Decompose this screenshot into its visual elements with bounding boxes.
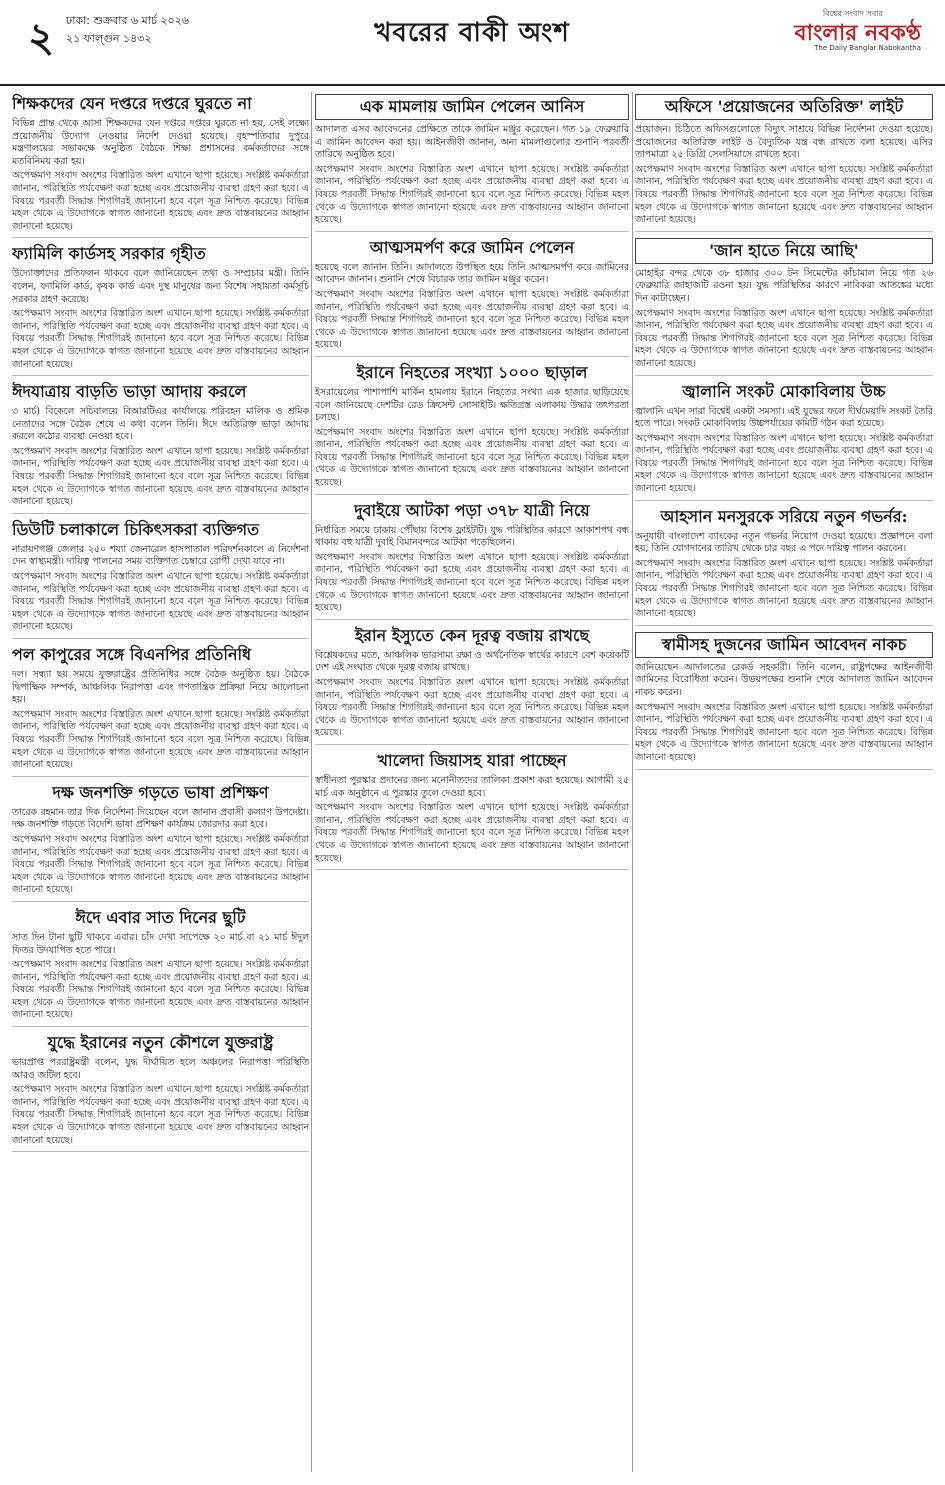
article-continuation: অপেক্ষমাণ সংবাদ অংশের বিস্তারিত অংশ এখানে ছাপা হয়েছে। সংশ্লিষ্ট কর্মকর্তারা জানান, পরিস্থিতি পর্যবেক্ষণ করা হচ্ছে এবং প্রয়োজনীয় ব্যবস্থা গ্রহণ করা হবে। এ বিষয়ে পরবর্তী সিদ্ধান্ত শিগগিরই জানানো হবে বলে সূত্র নিশ্চিত করেছে। বিভিন্ন মহল থেকে এ উদ্যোগকে স্বাগত জানানো হয়েছে এবং দ্রুত বাস্তবায়নের আহ্বান জানানো হয়েছে। (635, 701, 933, 763)
article-separator (635, 375, 933, 376)
article-headline[interactable]: ডিউটি চলাকালে চিকিৎসকরা ব্যক্তিগত (12, 519, 260, 539)
column-3 (635, 92, 933, 1477)
article-continuation: অপেক্ষমাণ সংবাদ অংশের বিস্তারিত অংশ এখানে ছাপা হয়েছে। সংশ্লিষ্ট কর্মকর্তারা জানান, পরিস্থিতি পর্যবেক্ষণ করা হচ্ছে এবং প্রয়োজনীয় ব্যবস্থা গ্রহণ করা হবে। এ বিষয়ে পরবর্তী সিদ্ধান্ত শিগগিরই জানানো হবে বলে সূত্র নিশ্চিত করেছে। বিভিন্ন মহল থেকে এ উদ্যোগকে স্বাগত জানানো হয়েছে এবং দ্রুত বাস্তবায়নের আহ্বান জানানো হয়েছে। (635, 307, 933, 369)
article (635, 632, 933, 770)
article (12, 645, 309, 777)
article-separator (315, 231, 629, 232)
article-separator (315, 356, 629, 357)
article-body: বিভিন্ন প্রান্ত থেকে আসা শিক্ষকদের যেন দপ্তরে দপ্তরে ঘুরতে না হয়, সেই লক্ষ্যে প্রয়োজনীয় উদ্যোগ নেওয়ার নির্দেশ দেওয়া হয়েছে। বৃহস্পতিবার দুপুরে মন্ত্রণালয়ের সভাকক্ষে অনুষ্ঠিত বৈঠকে শিক্ষা প্রশাসনের কর্মকর্তাদের সঙ্গে মতবিনিময় করা হয়। (12, 118, 309, 167)
article-separator (12, 1151, 309, 1152)
article-headline[interactable]: 'জান হাতে নিয়ে আছি' (635, 238, 933, 264)
article-continuation: অপেক্ষমাণ সংবাদ অংশের বিস্তারিত অংশ এখানে ছাপা হয়েছে। সংশ্লিষ্ট কর্মকর্তারা জানান, পরিস্থিতি পর্যবেক্ষণ করা হচ্ছে এবং প্রয়োজনীয় ব্যবস্থা গ্রহণ করা হবে। এ বিষয়ে পরবর্তী সিদ্ধান্ত শিগগিরই জানানো হবে বলে সূত্র নিশ্চিত করেছে। বিভিন্ন মহল থেকে এ উদ্যোগকে স্বাগত জানানো হয়েছে এবং দ্রুত বাস্তবায়নের আহ্বান জানানো হয়েছে। (635, 432, 933, 495)
article (635, 238, 933, 376)
column-rule-2 (632, 92, 633, 1472)
article-body: ভারপ্রাপ্ত পররাষ্ট্রমন্ত্রী বলেন, যুদ্ধ দীর্ঘায়িত হলে অঞ্চলের নিরাপত্তা পরিস্থিতি আরও জটিল হবে। (12, 1057, 309, 1081)
article (635, 94, 933, 232)
article-separator (315, 619, 629, 620)
article-continuation: অপেক্ষমাণ সংবাদ অংশের বিস্তারিত অংশ এখানে ছাপা হয়েছে। সংশ্লিষ্ট কর্মকর্তারা জানান, পরিস্থিতি পর্যবেক্ষণ করা হচ্ছে এবং প্রয়োজনীয় ব্যবস্থা গ্রহণ করা হবে। এ বিষয়ে পরবর্তী সিদ্ধান্ত শিগগিরই জানানো হবে বলে সূত্র নিশ্চিত করেছে। বিভিন্ন মহল থেকে এ উদ্যোগকে স্বাগত জানানো হয়েছে এবং দ্রুত বাস্তবায়নের আহ্বান জানানো হয়েছে। (315, 677, 629, 739)
article-separator (315, 744, 629, 745)
article-continuation: অপেক্ষমাণ সংবাদ অংশের বিস্তারিত অংশ এখানে ছাপা হয়েছে। সংশ্লিষ্ট কর্মকর্তারা জানান, পরিস্থিতি পর্যবেক্ষণ করা হচ্ছে এবং প্রয়োজনীয় ব্যবস্থা গ্রহণ করা হবে। এ বিষয়ে পরবর্তী সিদ্ধান্ত শিগগিরই জানানো হবে বলে সূত্র নিশ্চিত করেছে। বিভিন্ন মহল থেকে এ উদ্যোগকে স্বাগত জানানো হয়েছে এবং দ্রুত বাস্তবায়নের আহ্বান জানানো হয়েছে। (635, 557, 933, 620)
column-2 (315, 92, 629, 1477)
article-body: আদালত এসব আবেদনের প্রেক্ষিতে তাকে জামিন মঞ্জুর করেছেন। গত ১৯ ফেব্রুয়ারি এ জামিন আবেদন করা হয়। আইনজীবী জানান, অন্য মামলাগুলোর শুনানি পরবর্তী তারিখে অনুষ্ঠিত হবে। (315, 124, 629, 161)
article-separator (12, 513, 309, 514)
logo-tagline: বিশ্বের সংবাদ সবার (822, 9, 883, 18)
article-headline[interactable]: স্বামীসহ দুজনের জামিন আবেদন নাকচ (635, 632, 933, 658)
article-continuation: অপেক্ষমাণ সংবাদ অংশের বিস্তারিত অংশ এখানে ছাপা হয়েছে। সংশ্লিষ্ট কর্মকর্তারা জানান, পরিস্থিতি পর্যবেক্ষণ করা হচ্ছে এবং প্রয়োজনীয় ব্যবস্থা গ্রহণ করা হবে। এ বিষয়ে পরবর্তী সিদ্ধান্ত শিগগিরই জানানো হবে বলে সূত্র নিশ্চিত করেছে। বিভিন্ন মহল থেকে এ উদ্যোগকে স্বাগত জানানো হয়েছে এবং দ্রুত বাস্তবায়নের আহ্বান জানানো হয়েছে। (12, 833, 309, 896)
article-body: ইসরায়েলের পাশাপাশি মার্কিন হামলায় ইরানে নিহতের সংখ্যা এক হাজার ছাড়িয়েছে বলে জানিয়েছে দেশটির রেড ক্রিসেন্ট সোসাইটি। ক্ষতিগ্রস্ত এলাকায় উদ্ধার তৎপরতা চলছে। (315, 386, 629, 424)
article-separator (315, 494, 629, 495)
article-body: বিশ্লেষকদের মতে, আঞ্চলিক ভারসাম্য রক্ষা ও অর্থনৈতিক স্বার্থের কারণে বেশ কয়েকটি দেশ এই সংঘাত থেকে দূরত্ব বজায় রাখছে। (315, 649, 629, 674)
article-body: সাত দিন টানা ছুটি থাকবে এবার। চাঁদ দেখা সাপেক্ষে ২০ মার্চ বা ২১ মার্চ ঈদুল ফিতর উদযাপিত হতে পারে। (12, 931, 309, 956)
article-continuation: অপেক্ষমাণ সংবাদ অংশের বিস্তারিত অংশ এখানে ছাপা হয়েছে। সংশ্লিষ্ট কর্মকর্তারা জানান, পরিস্থিতি পর্যবেক্ষণ করা হচ্ছে এবং প্রয়োজনীয় ব্যবস্থা গ্রহণ করা হবে। এ বিষয়ে পরবর্তী সিদ্ধান্ত শিগগিরই জানানো হবে বলে সূত্র নিশ্চিত করেছে। বিভিন্ন মহল থেকে এ উদ্যোগকে স্বাগত জানানো হয়েছে এবং দ্রুত বাস্তবায়নের আহ্বান জানানো হয়েছে। (315, 426, 629, 489)
article-body: জ্বালানি এখন সারা বিশ্বেই একটা সমস্যা। এই যুদ্ধের ফলে দীর্ঘমেয়াদি সংকট তৈরি হতে পারে। সংকট মোকাবিলায় উচ্চপর্যায়ের কমিটি গঠন করা হয়েছে। (635, 405, 933, 430)
article-separator (12, 375, 309, 376)
article-headline[interactable]: দুবাইয়ে আটকা পড়া ৩৭৮ যাত্রী নিয়ে (354, 500, 590, 520)
article-body: তারেক রহমান তার দিক নির্দেশনা দিয়েছেন বলে জানান প্রবাসী কল্যাণ উপদেষ্টা। দক্ষ জনশক্তি গড়তে বিদেশি ভাষা প্রশিক্ষণ কার্যক্রম জোরদার করা হবে। (12, 806, 309, 831)
article-separator (635, 500, 933, 501)
article (12, 94, 309, 238)
article-separator (635, 769, 933, 770)
article (12, 244, 309, 376)
article-separator (315, 869, 629, 870)
article-body: হয়েছে বলে জানান তিনি। আদালতে উপস্থিত হয়ে তিনি আত্মসমর্পণ করে জামিনের আবেদন জানান। শুনানি শেষে বিচারক তার জামিন মঞ্জুর করেন। (315, 261, 629, 286)
article-headline[interactable]: যুদ্ধে ইরানের নতুন কৌশলে যুক্তরাষ্ট্র (47, 1033, 274, 1053)
article-body: দল। সন্ধ্যা ছয় সময়ে যুক্তরাষ্ট্রের প্রতিনিধির সঙ্গে বৈঠক অনুষ্ঠিত হয়। বৈঠকে দ্বিপাক্ষিক সম্পর্ক, আঞ্চলিক নিরাপত্তা এবং গণতান্ত্রিক প্রক্রিয়া নিয়ে আলোচনা হয়। (12, 669, 309, 706)
article-continuation: অপেক্ষমাণ সংবাদ অংশের বিস্তারিত অংশ এখানে ছাপা হয়েছে। সংশ্লিষ্ট কর্মকর্তারা জানান, পরিস্থিতি পর্যবেক্ষণ করা হচ্ছে এবং প্রয়োজনীয় ব্যবস্থা গ্রহণ করা হবে। এ বিষয়ে পরবর্তী সিদ্ধান্ত শিগগিরই জানানো হবে বলে সূত্র নিশ্চিত করেছে। বিভিন্ন মহল থেকে এ উদ্যোগকে স্বাগত জানানো হয়েছে এবং দ্রুত বাস্তবায়নের আহ্বান জানানো হয়েছে। (12, 308, 309, 370)
article (12, 382, 309, 514)
article-headline[interactable]: আত্মসমর্পণ করে জামিন পেলেন (369, 237, 575, 257)
article (315, 751, 629, 870)
column-rule-1 (311, 92, 312, 1472)
article-separator (12, 901, 309, 902)
masthead (0, 0, 945, 86)
article (12, 520, 309, 639)
article (315, 94, 629, 232)
article-body: প্রয়োজন। চিঠিতে অফিসগুলোতে বিদ্যুৎ সাশ্রয়ে বিভিন্ন নির্দেশনা দেওয়া হয়েছে। প্রয়োজনের অতিরিক্ত লাইট ও বৈদ্যুতিক যন্ত্র বন্ধ রাখতে বলা হয়েছে। এসির তাপমাত্রা ২৫ ডিগ্রি সেলসিয়াসে রাখতে হবে। (635, 124, 933, 161)
article-body: জানিয়েছেন আদালতের রেকর্ড সহকারী। তিনি বলেন, রাষ্ট্রপক্ষের আইনজীবী জামিনের বিরোধিতা করেন। উভয়পক্ষের শুনানি শেষে আদালত জামিন আবেদন নাকচ করেন। (635, 661, 933, 698)
article (315, 363, 629, 495)
article-separator (635, 625, 933, 626)
article (635, 507, 933, 626)
article-continuation: অপেক্ষমাণ সংবাদ অংশের বিস্তারিত অংশ এখানে ছাপা হয়েছে। সংশ্লিষ্ট কর্মকর্তারা জানান, পরিস্থিতি পর্যবেক্ষণ করা হচ্ছে এবং প্রয়োজনীয় ব্যবস্থা গ্রহণ করা হবে। এ বিষয়ে পরবর্তী সিদ্ধান্ত শিগগিরই জানানো হবে বলে সূত্র নিশ্চিত করেছে। বিভিন্ন মহল থেকে এ উদ্যোগকে স্বাগত জানানো হয়েছে এবং দ্রুত বাস্তবায়নের আহ্বান জানানো হয়েছে। (315, 802, 629, 864)
article (12, 783, 309, 902)
article (315, 501, 629, 620)
article-headline[interactable]: খালেদা জিয়াসহ যারা পাচ্ছেন (377, 750, 567, 770)
article-continuation: অপেক্ষমাণ সংবাদ অংশের বিস্তারিত অংশ এখানে ছাপা হয়েছে। সংশ্লিষ্ট কর্মকর্তারা জানান, পরিস্থিতি পর্যবেক্ষণ করা হচ্ছে এবং প্রয়োজনীয় ব্যবস্থা গ্রহণ করা হবে। এ বিষয়ে পরবর্তী সিদ্ধান্ত শিগগিরই জানানো হবে বলে সূত্র নিশ্চিত করেছে। বিভিন্ন মহল থেকে এ উদ্যোগকে স্বাগত জানানো হয়েছে এবং দ্রুত বাস্তবায়নের আহ্বান জানানো হয়েছে। (12, 708, 309, 771)
article-separator (12, 776, 309, 777)
article-separator (12, 638, 309, 639)
article-body: নির্ধারিত সময়ে ঢাকায় পৌঁছায় বিশেষ ফ্লাইটটি। যুদ্ধ পরিস্থিতির কারণে আকাশপথ বন্ধ থাকায় বহু যাত্রী দুবাই বিমানবন্দরে আটকা পড়েছিলেন। (315, 524, 629, 549)
article-headline[interactable]: ইরান ইস্যুতে কেন দূরত্ব বজায় রাখছে (354, 625, 590, 645)
article-continuation: অপেক্ষমাণ সংবাদ অংশের বিস্তারিত অংশ এখানে ছাপা হয়েছে। সংশ্লিষ্ট কর্মকর্তারা জানান, পরিস্থিতি পর্যবেক্ষণ করা হচ্ছে এবং প্রয়োজনীয় ব্যবস্থা গ্রহণ করা হবে। এ বিষয়ে পরবর্তী সিদ্ধান্ত শিগগিরই জানানো হবে বলে সূত্র নিশ্চিত করেছে। বিভিন্ন মহল থেকে এ উদ্যোগকে স্বাগত জানানো হয়েছে এবং দ্রুত বাস্তবায়নের আহ্বান জানানো হয়েছে। (12, 1084, 309, 1146)
article (12, 908, 309, 1027)
article-body: উদ্যোক্তাদের প্রতিফলন থাকবে বলে জানিয়েছেন তথ্য ও সম্প্রচার মন্ত্রী। তিনি বলেন, ফ্যামিলি কার্ড, কৃষক কার্ড এবং দুস্থ মানুষের জন্য বিশেষ সহায়তা কর্মসূচি সরকার গ্রহণ করেছে। (12, 268, 309, 305)
date-line: ঢাকা: শুক্রবার ৬ মার্চ ২০২৬ (66, 14, 190, 27)
article (12, 1033, 309, 1152)
article (315, 626, 629, 745)
article-headline[interactable]: শিক্ষকদের যেন দপ্তরে দপ্তরে ঘুরতে না (12, 94, 252, 113)
article-headline[interactable]: জ্বালানি সংকট মোকাবিলায় উচ্চ (682, 381, 886, 401)
article-continuation: অপেক্ষমাণ সংবাদ অংশের বিস্তারিত অংশ এখানে ছাপা হয়েছে। সংশ্লিষ্ট কর্মকর্তারা জানান, পরিস্থিতি পর্যবেক্ষণ করা হচ্ছে এবং প্রয়োজনীয় ব্যবস্থা গ্রহণ করা হবে। এ বিষয়ে পরবর্তী সিদ্ধান্ত শিগগিরই জানানো হবে বলে সূত্র নিশ্চিত করেছে। বিভিন্ন মহল থেকে এ উদ্যোগকে স্বাগত জানানো হয়েছে এবং দ্রুত বাস্তবায়নের আহ্বান জানানো হয়েছে। (12, 445, 309, 508)
newspaper-logo: বাংলার নবকণ্ঠ (794, 20, 921, 46)
article-continuation: অপেক্ষমাণ সংবাদ অংশের বিস্তারিত অংশ এখানে ছাপা হয়েছে। সংশ্লিষ্ট কর্মকর্তারা জানান, পরিস্থিতি পর্যবেক্ষণ করা হচ্ছে এবং প্রয়োজনীয় ব্যবস্থা গ্রহণ করা হবে। এ বিষয়ে পরবর্তী সিদ্ধান্ত শিগগিরই জানানো হবে বলে সূত্র নিশ্চিত করেছে। বিভিন্ন মহল থেকে এ উদ্যোগকে স্বাগত জানানো হয়েছে এবং দ্রুত বাস্তবায়নের আহ্বান জানানো হয়েছে। (12, 170, 309, 232)
article-body: স্বাধীনতা পুরস্কার প্রদানের জন্য মনোনীতদের তালিকা প্রকাশ করা হয়েছে। আগামী ২৫ মার্চ এক অনুষ্ঠানে এ পুরস্কার তুলে দেওয়া হবে। (315, 774, 629, 799)
logo-english-name: The Daily Banglar Nabokantha (814, 44, 921, 52)
article-body: নারায়ণগঞ্জ জেলার ২৫০ শয্যা জেনারেল হাসপাতাল পরিদর্শনকালে এ নির্দেশনা দেন স্বাস্থ্যমন্ত্রী। দায়িত্ব পালনের সময় ব্যক্তিগত চেম্বারে রোগী দেখা যাবে না। (12, 543, 309, 568)
article-continuation: অপেক্ষমাণ সংবাদ অংশের বিস্তারিত অংশ এখানে ছাপা হয়েছে। সংশ্লিষ্ট কর্মকর্তারা জানান, পরিস্থিতি পর্যবেক্ষণ করা হচ্ছে এবং প্রয়োজনীয় ব্যবস্থা গ্রহণ করা হবে। এ বিষয়ে পরবর্তী সিদ্ধান্ত শিগগিরই জানানো হবে বলে সূত্র নিশ্চিত করেছে। বিভিন্ন মহল থেকে এ উদ্যোগকে স্বাগত জানানো হয়েছে এবং দ্রুত বাস্তবায়নের আহ্বান জানানো হয়েছে। (315, 163, 629, 226)
article-headline[interactable]: পল কাপুরের সঙ্গে বিএনপির প্রতিনিধি (12, 645, 252, 664)
article-headline[interactable]: ঈদযাত্রায় বাড়তি ভাড়া আদায় করলে (12, 382, 247, 402)
article-separator (635, 231, 933, 232)
article (315, 238, 629, 357)
article-headline[interactable]: ঈদে এবার সাত দিনের ছুটি (75, 907, 246, 927)
section-title: খবরের বাকী অংশ (374, 18, 570, 48)
article-headline[interactable]: এক মামলায় জামিন পেলেন আনিস (315, 94, 629, 120)
page-number: ২ (28, 14, 55, 61)
article-separator (12, 1026, 309, 1027)
article-continuation: অপেক্ষমাণ সংবাদ অংশের বিস্তারিত অংশ এখানে ছাপা হয়েছে। সংশ্লিষ্ট কর্মকর্তারা জানান, পরিস্থিতি পর্যবেক্ষণ করা হচ্ছে এবং প্রয়োজনীয় ব্যবস্থা গ্রহণ করা হবে। এ বিষয়ে পরবর্তী সিদ্ধান্ত শিগগিরই জানানো হবে বলে সূত্র নিশ্চিত করেছে। বিভিন্ন মহল থেকে এ উদ্যোগকে স্বাগত জানানো হয়েছে এবং দ্রুত বাস্তবায়নের আহ্বান জানানো হয়েছে। (12, 571, 309, 633)
article-body: অনুযায়ী বাংলাদেশ ব্যাংকের নতুন গভর্নর নিয়োগ দেওয়া হয়েছে। প্রজ্ঞাপনে বলা হয়, তিনি যোগদানের তারিখ থেকে চার বছর এ পদে দায়িত্ব পালন করবেন। (635, 530, 933, 555)
article-continuation: অপেক্ষমাণ সংবাদ অংশের বিস্তারিত অংশ এখানে ছাপা হয়েছে। সংশ্লিষ্ট কর্মকর্তারা জানান, পরিস্থিতি পর্যবেক্ষণ করা হচ্ছে এবং প্রয়োজনীয় ব্যবস্থা গ্রহণ করা হবে। এ বিষয়ে পরবর্তী সিদ্ধান্ত শিগগিরই জানানো হবে বলে সূত্র নিশ্চিত করেছে। বিভিন্ন মহল থেকে এ উদ্যোগকে স্বাগত জানানো হয়েছে এবং দ্রুত বাস্তবায়নের আহ্বান জানানো হয়েছে। (315, 551, 629, 614)
article-body: ৩ মার্চ) বিকেলে সচিবালয়ে বিআরটিএর কার্যালয়ে পরিবহন মালিক ও শ্রমিক নেতাদের সঙ্গে বৈঠক শেষে এ কথা বলেন তিনি। ঈদে অতিরিক্ত ভাড়া আদায় করলে কঠোর ব্যবস্থা নেওয়া হবে। (12, 406, 309, 443)
article-continuation: অপেক্ষমাণ সংবাদ অংশের বিস্তারিত অংশ এখানে ছাপা হয়েছে। সংশ্লিষ্ট কর্মকর্তারা জানান, পরিস্থিতি পর্যবেক্ষণ করা হচ্ছে এবং প্রয়োজনীয় ব্যবস্থা গ্রহণ করা হবে। এ বিষয়ে পরবর্তী সিদ্ধান্ত শিগগিরই জানানো হবে বলে সূত্র নিশ্চিত করেছে। বিভিন্ন মহল থেকে এ উদ্যোগকে স্বাগত জানানো হয়েছে এবং দ্রুত বাস্তবায়নের আহ্বান জানানো হয়েছে। (635, 163, 933, 226)
article-headline[interactable]: ইরানে নিহতের সংখ্যা ১০০০ ছাড়াল (356, 362, 588, 382)
article (635, 382, 933, 501)
bangla-date: ২১ ফাল্গুন ১৪৩২ (66, 32, 152, 45)
article-separator (12, 237, 309, 238)
article-headline[interactable]: ফ্যামিলি কার্ডসহ সরকার গৃহীত (12, 244, 206, 264)
column-1 (12, 92, 309, 1477)
article-headline[interactable]: অফিসে 'প্রয়োজনের অতিরিক্ত' লাইট (635, 94, 933, 120)
article-continuation: অপেক্ষমাণ সংবাদ অংশের বিস্তারিত অংশ এখানে ছাপা হয়েছে। সংশ্লিষ্ট কর্মকর্তারা জানান, পরিস্থিতি পর্যবেক্ষণ করা হচ্ছে এবং প্রয়োজনীয় ব্যবস্থা গ্রহণ করা হবে। এ বিষয়ে পরবর্তী সিদ্ধান্ত শিগগিরই জানানো হবে বলে সূত্র নিশ্চিত করেছে। বিভিন্ন মহল থেকে এ উদ্যোগকে স্বাগত জানানো হয়েছে এবং দ্রুত বাস্তবায়নের আহ্বান জানানো হয়েছে। (315, 288, 629, 351)
article-continuation: অপেক্ষমাণ সংবাদ অংশের বিস্তারিত অংশ এখানে ছাপা হয়েছে। সংশ্লিষ্ট কর্মকর্তারা জানান, পরিস্থিতি পর্যবেক্ষণ করা হচ্ছে এবং প্রয়োজনীয় ব্যবস্থা গ্রহণ করা হবে। এ বিষয়ে পরবর্তী সিদ্ধান্ত শিগগিরই জানানো হবে বলে সূত্র নিশ্চিত করেছে। বিভিন্ন মহল থেকে এ উদ্যোগকে স্বাগত জানানো হয়েছে এবং দ্রুত বাস্তবায়নের আহ্বান জানানো হয়েছে। (12, 959, 309, 1021)
article-headline[interactable]: আহসান মনসুরকে সরিয়ে নতুন গভর্নর: (660, 506, 908, 526)
article-headline[interactable]: দক্ষ জনশক্তি গড়তে ভাষা প্রশিক্ষণ (52, 782, 269, 802)
article-body: মোহাইর বন্দর থেকে ৩৮ হাজার ৩০০ টন সিমেন্টের কাঁচামাল নিয়ে গত ২৬ ফেব্রুয়ারি জাহাজটি রওনা হয়। যুদ্ধ পরিস্থিতির কারণে নাবিকরা আতঙ্কের মধ্যে দিন কাটাচ্ছেন। (635, 267, 933, 304)
